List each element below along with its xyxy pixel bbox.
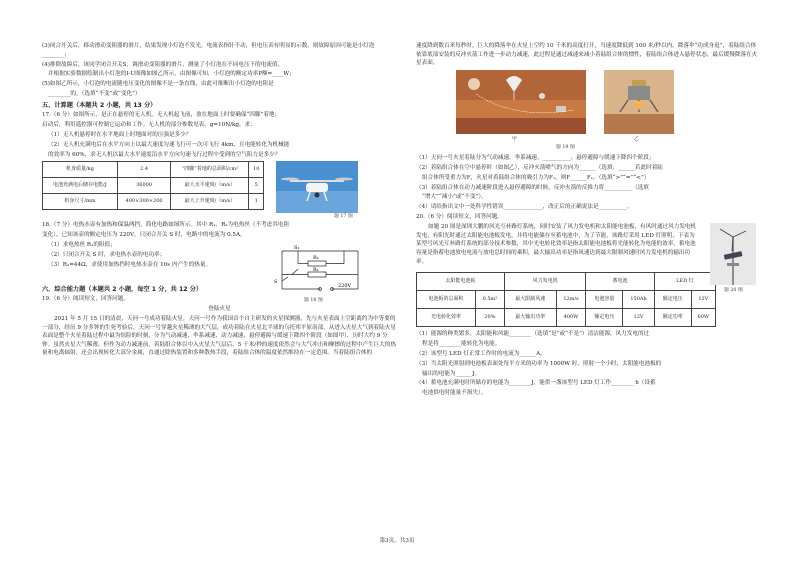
q19-stem: 19.（6 分）阅读短文，回答问题。	[42, 296, 129, 303]
q17-stem-b: 启动后，利用遥控器可控制它运动和工作。无人机的部分参数见表。g=10N/kg，求：	[42, 122, 256, 129]
circuit-label-s1: S₁	[294, 245, 300, 252]
fig18-caption: 题 18 图	[304, 298, 323, 304]
table-header-cell: 风力发电机	[504, 273, 586, 291]
table-row	[417, 291, 716, 309]
table-cell: 400W	[556, 309, 586, 327]
q19-sub2a: （2）着陆组合体在空中悬停时（如图乙），反冲火箭喷气的方向为______（选填：______若此时着陆	[416, 164, 663, 171]
q19-sub1: （1）天问一号火星着陆分为气动减速、伞系减速、__________、悬停避障与缓速下降四个阶段；	[416, 154, 655, 161]
table-cell: 2.4	[117, 162, 171, 178]
circuit-label-s: S	[274, 279, 278, 286]
q16-part4a: (4)排除故障后，该同学闭合开关S，调滑动变阻器的滑片，测量了小灯泡在不同电压下的电流值，	[42, 61, 284, 68]
q20-passage: 如题 20 图是深圳大鹏的风光互补路灯系统，同时安装了风力发电机和太阳能电池板，有风时通过风力发电机发电，有阳光时通过太阳能电池板发电，并将电能储存至蓄电池中，为了节能，该路灯采用 LED 灯照明，下表为某型号风光互补路灯系统的部分技术参数，其中光电转化效率是指太阳能电池板将光能转化为电能的效率，蓄电池容量是指蓄电池放电电流与放电总时间的乘积，最大输出功率是指风速达到最大限制风速时风力发电机的输出功率。	[416, 223, 696, 265]
q18-sub3: （3）R₂=44Ω，求使用加热挡时电热水壶在 10s 内产生的热量。	[48, 261, 212, 268]
circuit-label-r1: R₁	[313, 267, 319, 274]
table-cell: 电池板的总面积	[417, 291, 476, 309]
q19-sub2b: 组合体所受重力为F，火星对着陆组合体的吸引力为F₁，则F______F₁。（选填“>”“=”“<”）	[422, 174, 650, 181]
left-column	[42, 42, 397, 359]
section-6-heading: 六、综合能力题（本题共 2 小题，每空 1 分，共 12 分）	[42, 285, 203, 293]
q18-sub1: （1）求电热丝 R₁的阻值；	[48, 242, 116, 249]
q20-sub1a: （1）能源的种类繁多，太阳能和风能________（选填“是”或“不是”）清洁能源，风力发电的过	[416, 331, 650, 338]
table-header-cell: 蓄电池	[586, 273, 654, 291]
fig19-caption: 题 19 图	[556, 144, 575, 150]
table-cell: 5	[249, 178, 264, 194]
q19-figure-area	[416, 70, 761, 152]
drone-params-table	[42, 161, 264, 210]
table-cell: 400×300×200	[117, 194, 171, 210]
table-cell: 10	[249, 162, 264, 178]
table-cell: 1	[249, 194, 264, 210]
q19-sub3b: “增大”“减小”或“不变”）。	[422, 194, 487, 201]
table-cell: 12V	[691, 291, 715, 309]
q17-figure-area	[42, 161, 397, 219]
section-5-heading: 五、计算题（本题共 2 小题，共 13 分）	[42, 101, 157, 109]
lander-hover-photo	[604, 70, 674, 134]
q20-sub3a: （3）当太阳光照射到电池板表面处每平方米的功率为 1000W 时，照射一个小时，太阳能电池板的	[416, 360, 662, 367]
table-row	[43, 162, 264, 178]
table-cell: 电池容量	[586, 291, 623, 309]
q19-passage-continued: 速度降到数百米每秒时，巨大的降落伞在火星上空约 10 千米的高度打开，当速度降低到 100 米/秒以内，降落伞“功成身退”，着陆组合体依靠底部安装的反冲火箭工作进一步动力减速，此过程是通过减速来减小着陆组合体的惯性，着陆组合体进入悬停状态，最后缓慢降落在火星表面。	[416, 43, 758, 67]
table-cell: 额定电压	[654, 291, 691, 309]
table-header-cell: 太阳能电池板	[417, 273, 505, 291]
table-row	[43, 194, 264, 210]
q16-part5b: ________的。（选填“不变”或“变化”）	[48, 91, 141, 98]
q17-stem-a: 17.（6 分）如图所示，是正在悬停的无人机。无人机起飞前，放在地面上时要确保“四脚”着地；	[42, 112, 281, 119]
fig20-caption: 题 20 图	[724, 287, 743, 293]
streetlight-params-table	[416, 272, 716, 327]
label-yi: 乙	[634, 136, 639, 142]
table-cell: 0.5m²	[475, 291, 504, 309]
q20-sub1b: 程是将________能转化为电能。	[422, 341, 501, 347]
table-cell: 额定功率	[654, 309, 691, 327]
table-cell: 光电转化效率	[417, 309, 476, 327]
table-row	[417, 309, 716, 327]
table-row	[43, 178, 264, 194]
table-cell: 额定电压	[586, 309, 623, 327]
q18-sub2: （2）只闭合开关 S 时，求电热水壶的电功率；	[48, 251, 166, 258]
q20-sub4a: （4）蓄电池充满电时所储存的电能为________J，能供一盏该型号 LED 灯工作________ h（设蓄	[416, 380, 656, 387]
table-cell: 最大上升速度/（m/s）	[171, 194, 249, 210]
q17-sub2b: 的效率为 60%，求无人机以最大水平速度沿水平方向匀速飞行过程中受到的空气阻力是多少？	[48, 151, 281, 158]
circuit-label-voltage: 220V	[338, 283, 352, 290]
q20-sub4b: 电池供电时能量不损失）。	[422, 390, 487, 397]
q20-sub3b: 输出的电能为______J。	[422, 370, 481, 377]
q19-sub4: （4）请给指出文中一处科学性错误______________，改正后的正确说法是__________。	[416, 204, 633, 211]
q16-part5a: (5)如图乙所示，小灯泡的电流随电压变化的图像不是一条直线，由此可推断出小灯泡的电阻是	[42, 81, 274, 88]
landing-stages-photo	[456, 70, 586, 134]
q19-sub3a: （3）着陆组合体在动力减速阶段进入悬停避障的时候，反冲火箭的反推力将__________（选填	[416, 184, 649, 191]
page-footer: 第3页，共3页	[379, 538, 415, 544]
table-cell: 最大输出功率	[504, 309, 556, 327]
table-cell: 机身尺寸/mm	[43, 194, 118, 210]
q16-part4b: 并根据实验数据绘制出小灯泡的I-U图像如图乙所示，由图像可知，小灯泡的额定功率P额=____W；	[48, 71, 295, 78]
table-cell: 12m/s	[556, 291, 586, 309]
q20-sub2: （2）该型号 LED 灯正常工作时的电流为______A。	[416, 350, 546, 357]
table-header-cell: LED 灯	[654, 273, 715, 291]
q20-stem: 20.（6 分）阅读短文，回答问题。	[416, 214, 503, 221]
q17-sub1: （1）无人机悬停时在水平地面上时地面对的压强是多少？	[48, 131, 192, 138]
table-cell: 150Ah	[623, 291, 654, 309]
drone-photo	[276, 161, 358, 213]
q16-part3: (3)闭合开关后，移动滑动变阻器的滑片，结果发现小灯泡不发光，电流表指针不动，但电压表有明显的示数，则故障原因可能是小灯泡________；	[42, 43, 375, 58]
table-cell: 20%	[475, 309, 504, 327]
circuit-label-r2: R₂	[313, 255, 319, 262]
table-header-row	[417, 273, 716, 291]
table-cell: 电池充满电后储存电能/J	[43, 178, 118, 194]
fig17-caption: 题 17 图	[334, 214, 353, 220]
table-cell: “四脚”着地的总面积/cm²	[171, 162, 249, 178]
table-cell: 60W	[691, 309, 715, 327]
table-cell: 36000	[117, 178, 171, 194]
circuit-diagram	[268, 241, 368, 297]
passage-title: 登陆火星	[208, 306, 231, 312]
wind-solar-streetlight-photo	[710, 223, 756, 285]
q18-stem-b: 变化），已知该壶的额定电压为 220V，只闭合开关 S 时，电路中的电流为 0.5A。	[42, 232, 246, 239]
table-cell: 12V	[623, 309, 654, 327]
table-cell: 机身质量/kg	[43, 162, 118, 178]
table-cell: 最大水平速度/（m/s）	[171, 178, 249, 194]
table-cell: 最大限制风速	[504, 291, 556, 309]
q17-sub2a: （2）无人机充满电后在水平方向上以最大速度匀速飞行可一次可飞行 4km，且电能转化为机械能	[48, 141, 290, 148]
q18-stem-a: 18.（7 分）电热水壶有加热和保温两挡，简化电路如图所示。其中 R₁、R₂为电热丝（不考虑其电阻	[42, 222, 290, 229]
q20-passage-block	[416, 223, 761, 293]
right-column	[416, 42, 761, 399]
label-jia: 甲	[512, 136, 517, 142]
q19-passage: 2021 年 5 月 15 日的清晨，天问一号成功着陆火星。天问一号作为我国首个自主研发的火星探测器，先与火星表面上空距离约为中等要的一部分，经历 9 分多钟的生死考验后，天问一号穿越火星稀薄的大气层，成功着陆在火星北半球的乌托邦平原南部。从进入火星大气到着陆火星表面是整个火星着陆过程中最为惊险的时刻，分为气动减速、伞系减速、动力减速、悬停避障与缓速下降四个阶段（如图甲），历时大约 9 分钟。虽然火星大气稀薄，但作为动力减速前，着陆组合体以中入火星大气层后，5 千米/秒的速度依然会与大气冲击和摩擦的过程中产生巨大的热量和电离辐射，还会出现转化大部分金属，直通过除热装置和多种散热手段，着陆组合体的温度依然维持在一定范围。当着陆组合体的	[42, 315, 397, 357]
